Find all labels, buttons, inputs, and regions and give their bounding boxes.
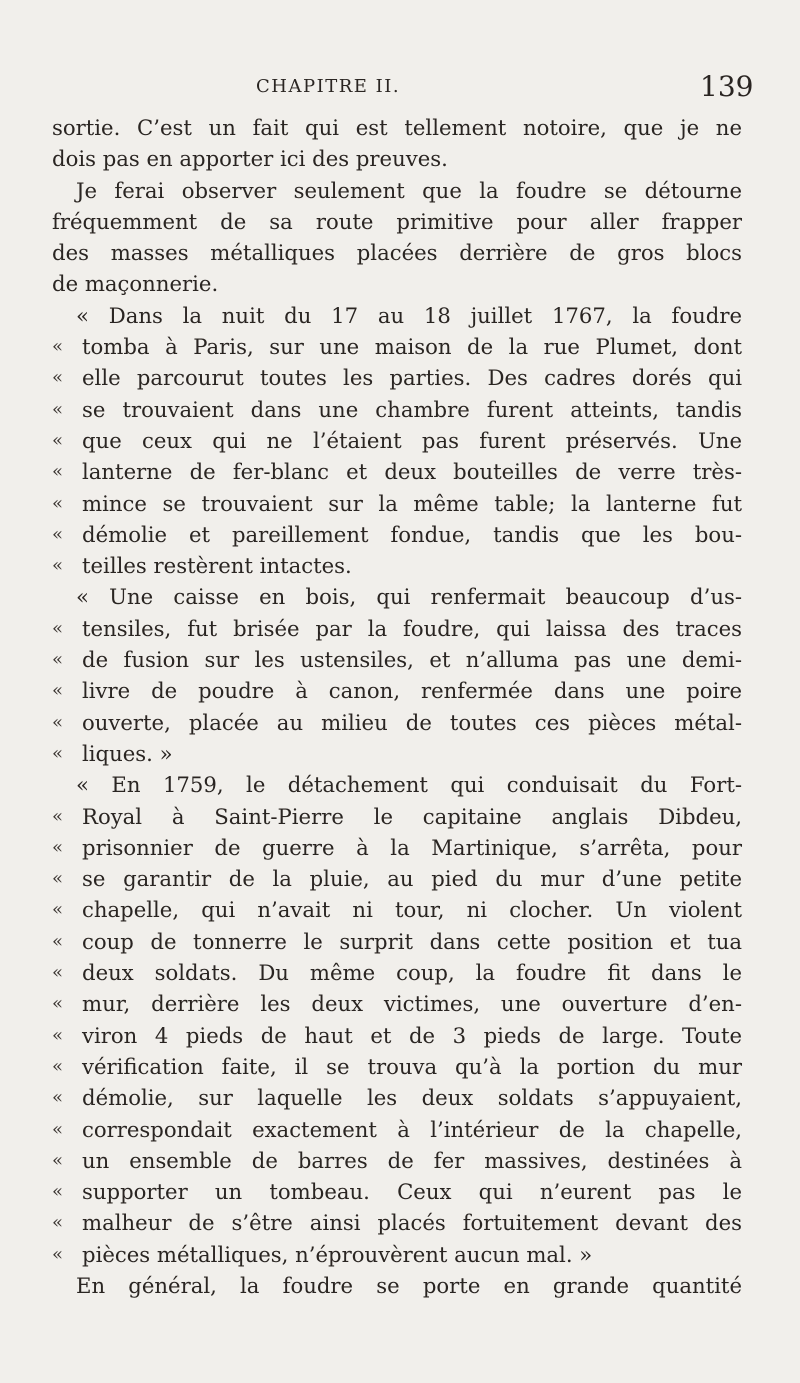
quote-mark: « <box>52 836 64 858</box>
text-line <box>52 331 742 362</box>
quote-mark: « <box>52 1087 64 1109</box>
line-text: Je ferai observer seulement que la foudre se détourne <box>76 177 742 203</box>
line-text: En général, la foudre se porte en grande quantité <box>76 1272 742 1298</box>
text-line <box>52 1239 742 1270</box>
quote-mark: « <box>52 523 64 545</box>
line-text: démolie, sur laquelle les deux soldats s’appuyaient, <box>82 1085 742 1111</box>
line-text: tensiles, fut brisée par la foudre, qui laissa des traces <box>82 615 742 641</box>
line-text: elle parcourut toutes les parties. Des cadres dorés qui <box>82 365 742 391</box>
text-line <box>52 394 742 425</box>
text-line <box>52 957 742 988</box>
line-text: teilles restèrent intactes. <box>82 553 352 579</box>
line-text: « Dans la nuit du 17 au 18 juillet 1767, la foudre <box>76 302 742 328</box>
text-line <box>52 175 742 206</box>
line-text: de fusion sur les ustensiles, et n’alluma pas une demi- <box>82 647 742 673</box>
running-head: CHAPITRE II. <box>256 76 401 97</box>
line-text: sortie. C’est un fait qui est tellement notoire, que je ne <box>52 115 742 140</box>
line-text: livre de poudre à canon, renfermée dans une poire <box>82 678 742 704</box>
text-line <box>52 769 742 800</box>
line-text: deux soldats. Du même coup, la foudre fit dans le <box>82 960 742 986</box>
line-text: viron 4 pieds de haut et de 3 pieds de large. Toute <box>82 1022 742 1048</box>
line-text: prisonnier de guerre à la Martinique, s’arrêta, pour <box>82 834 742 860</box>
line-text: que ceux qui ne l’étaient pas furent préservés. Une <box>82 427 742 453</box>
text-line <box>52 362 742 393</box>
line-text: chapelle, qui n’avait ni tour, ni clocher. Un violent <box>82 897 742 923</box>
text-line <box>52 1270 742 1301</box>
quote-mark: « <box>52 1055 64 1077</box>
text-line <box>52 644 742 675</box>
quote-mark: « <box>52 993 64 1015</box>
text-line <box>52 550 742 581</box>
page-header <box>0 70 800 110</box>
text-line <box>52 801 742 832</box>
text-line <box>52 863 742 894</box>
line-text: correspondait exactement à l’intérieur de la chapelle, <box>82 1116 742 1142</box>
quote-mark: « <box>52 398 64 420</box>
quote-mark: « <box>52 805 64 827</box>
body-text <box>52 112 742 1301</box>
text-line <box>52 738 742 769</box>
text-line <box>52 894 742 925</box>
quote-mark: « <box>52 492 64 514</box>
text-line <box>52 1145 742 1176</box>
line-text: supporter un tombeau. Ceux qui n’eurent pas le <box>82 1179 742 1205</box>
quote-mark: « <box>52 1118 64 1140</box>
quote-mark: « <box>52 680 64 702</box>
text-line <box>52 613 742 644</box>
text-line <box>52 707 742 738</box>
text-line <box>52 143 742 174</box>
text-line <box>52 988 742 1019</box>
line-text: mur, derrière les deux victimes, une ouverture d’en- <box>82 991 742 1017</box>
quote-mark: « <box>52 1212 64 1234</box>
line-text: un ensemble de barres de fer massives, destinées à <box>82 1147 742 1173</box>
quote-mark: « <box>52 1024 64 1046</box>
line-text: malheur de s’être ainsi placés fortuitement devant des <box>82 1210 742 1236</box>
page-number: 139 <box>700 70 754 103</box>
line-text: Royal à Saint-Pierre le capitaine anglais Dibdeu, <box>82 803 742 829</box>
quote-mark: « <box>52 555 64 577</box>
line-text: mince se trouvaient sur la même table; la lanterne fut <box>82 490 742 516</box>
text-line <box>52 832 742 863</box>
line-text: dois pas en apporter ici des preuves. <box>52 146 448 172</box>
line-text: coup de tonnerre le surprit dans cette position et tua <box>82 928 742 954</box>
text-line <box>52 112 742 143</box>
quote-mark: « <box>52 429 64 451</box>
line-text: démolie et pareillement fondue, tandis que les bou- <box>82 521 742 547</box>
text-line <box>52 1020 742 1051</box>
text-line <box>52 519 742 550</box>
text-line <box>52 926 742 957</box>
quote-mark: « <box>52 711 64 733</box>
quote-mark: « <box>52 868 64 890</box>
quote-mark: « <box>52 649 64 671</box>
line-text: « En 1759, le détachement qui conduisait du Fort- <box>76 772 742 798</box>
line-text: tomba à Paris, sur une maison de la rue Plumet, dont <box>82 334 742 360</box>
text-line <box>52 1176 742 1207</box>
text-line <box>52 675 742 706</box>
line-text: fréquemment de sa route primitive pour aller frapper <box>52 208 742 234</box>
quote-mark: « <box>52 1149 64 1171</box>
quote-mark: « <box>52 1181 64 1203</box>
line-text: ouverte, placée au milieu de toutes ces pièces métal- <box>82 709 742 735</box>
text-line <box>52 425 742 456</box>
quote-mark: « <box>52 899 64 921</box>
line-text: lanterne de fer-blanc et deux bouteilles de verre très- <box>82 459 742 485</box>
text-line <box>52 1114 742 1145</box>
line-text: se garantir de la pluie, au pied du mur d’une petite <box>82 866 742 892</box>
text-line <box>52 488 742 519</box>
text-line <box>52 581 742 612</box>
line-text: pièces métalliques, n’éprouvèrent aucun mal. » <box>82 1241 593 1267</box>
text-line <box>52 456 742 487</box>
quote-mark: « <box>52 962 64 984</box>
text-line <box>52 1207 742 1238</box>
quote-mark: « <box>52 367 64 389</box>
text-line <box>52 1051 742 1082</box>
quote-mark: « <box>52 742 64 764</box>
text-line <box>52 300 742 331</box>
text-line <box>52 206 742 237</box>
quote-mark: « <box>52 336 64 358</box>
line-text: vérification faite, il se trouva qu’à la portion du mur <box>82 1053 742 1079</box>
text-line <box>52 237 742 268</box>
line-text: des masses métalliques placées derrière de gros blocs <box>52 240 742 266</box>
quote-mark: « <box>52 930 64 952</box>
quote-mark: « <box>52 1243 64 1265</box>
line-text: se trouvaient dans une chambre furent atteints, tandis <box>82 396 742 422</box>
line-text: liques. » <box>82 740 173 766</box>
text-line <box>52 268 742 299</box>
quote-mark: « <box>52 461 64 483</box>
quote-mark: « <box>52 617 64 639</box>
text-line <box>52 1082 742 1113</box>
line-text: « Une caisse en bois, qui renfermait beaucoup d’us- <box>76 584 742 610</box>
line-text: de maçonnerie. <box>52 271 219 297</box>
